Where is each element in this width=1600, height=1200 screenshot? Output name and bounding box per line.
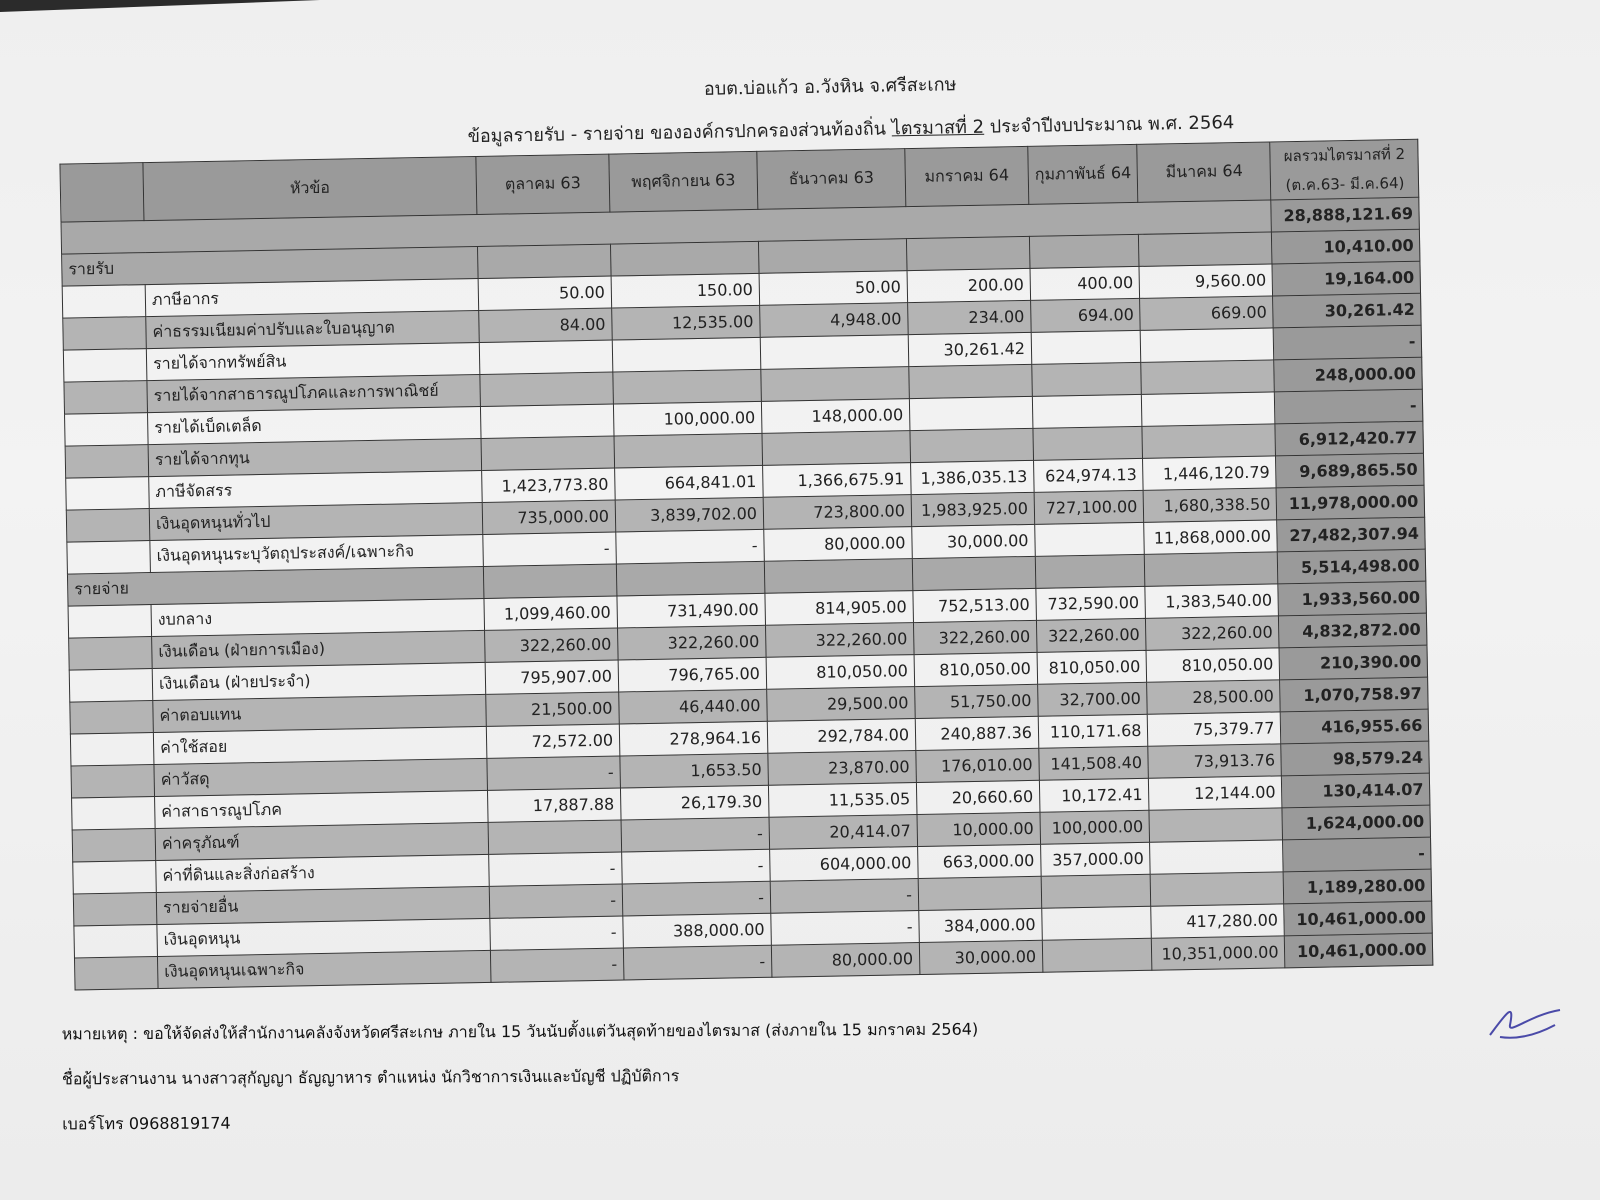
- row-value: -: [490, 916, 624, 950]
- row-value: 624,974.13: [1034, 458, 1144, 492]
- row-value: [1150, 840, 1284, 874]
- row-value: 663,000.00: [918, 844, 1042, 878]
- header-month: กุมภาพันธ์ 64: [1028, 144, 1139, 204]
- row-label: ค่าสาธารณูปโภค: [155, 790, 489, 828]
- row-total: 1,070,758.97: [1280, 677, 1429, 712]
- row-value: 12,535.00: [612, 305, 761, 340]
- row-value: 384,000.00: [919, 908, 1043, 942]
- row-code-cell: [73, 893, 157, 927]
- row-value: 664,841.01: [615, 465, 764, 500]
- row-value: 29,500.00: [767, 687, 916, 722]
- expense-section-label: รายจ่าย: [67, 566, 484, 606]
- row-value: 292,784.00: [767, 719, 916, 754]
- cell-empty: [1035, 554, 1145, 588]
- row-total: 10,461,000.00: [1284, 901, 1433, 936]
- row-value: -: [770, 879, 919, 914]
- header-sum-line2: (ต.ค.63- มี.ค.64): [1285, 173, 1405, 194]
- row-value: 75,379.77: [1148, 712, 1282, 746]
- row-value: 1,446,120.79: [1143, 456, 1277, 490]
- row-total: -: [1275, 389, 1424, 424]
- row-value: [1141, 328, 1275, 362]
- expense-first-total: 5,514,498.00: [1278, 549, 1427, 584]
- row-code-cell: [69, 637, 153, 671]
- row-value: 694.00: [1031, 298, 1141, 332]
- row-label: งบกลาง: [151, 598, 485, 636]
- row-value: 23,870.00: [768, 751, 917, 786]
- row-total: 27,482,307.94: [1277, 517, 1426, 552]
- row-value: [1142, 424, 1276, 458]
- row-value: -: [623, 945, 772, 980]
- header-month: มกราคม 64: [905, 146, 1029, 206]
- row-value: [1042, 906, 1152, 940]
- row-label: รายจ่ายอื่น: [156, 886, 490, 924]
- row-value: -: [487, 756, 621, 790]
- row-value: 1,680,338.50: [1144, 488, 1278, 522]
- row-code-cell: [64, 381, 148, 415]
- row-code-cell: [65, 413, 149, 447]
- row-value: 278,964.16: [619, 721, 768, 756]
- row-value: 752,513.00: [913, 588, 1037, 622]
- row-code-cell: [65, 445, 149, 479]
- row-value: 357,000.00: [1041, 842, 1151, 876]
- row-value: [488, 820, 622, 854]
- row-value: 322,260.00: [1036, 618, 1146, 652]
- header-sum: [1270, 139, 1419, 200]
- row-value: [1149, 808, 1283, 842]
- income-first-total-placeholder: 10,410.00: [1272, 229, 1421, 264]
- row-value: [909, 396, 1033, 430]
- row-value: [910, 428, 1034, 462]
- header-month: ตุลาคม 63: [476, 154, 610, 214]
- row-value: 12,144.00: [1149, 776, 1283, 810]
- row-label: เงินเดือน (ฝ่ายประจำ): [152, 662, 486, 700]
- cell-empty: [1029, 234, 1139, 268]
- row-value: 796,765.00: [618, 657, 767, 692]
- row-label: รายได้เบ็ดเตล็ด: [148, 406, 482, 444]
- row-label: รายได้จากสาธารณูปโภคและการพาณิชย์: [147, 374, 481, 412]
- header-month: พฤศจิกายน 63: [609, 151, 758, 212]
- row-code-cell: [62, 285, 146, 319]
- row-value: 735,000.00: [482, 500, 616, 534]
- row-value: 723,800.00: [763, 495, 912, 530]
- row-code-cell: [74, 956, 158, 990]
- row-value: 1,983,925.00: [911, 492, 1035, 526]
- row-total: 11,978,000.00: [1277, 485, 1426, 520]
- row-value: 1,653.50: [620, 753, 769, 788]
- row-value: 80,000.00: [764, 527, 913, 562]
- remark-text: หมายเหตุ : ขอให้จัดส่งให้สำนักงานคลังจังหวัดศรีสะเกษ ภายใน 15 วันนับตั้งแต่วันสุดท้ายของไตรมาส (ส่งภายใน 15 มกราคม 2564): [61, 1019, 979, 1044]
- row-value: [1032, 394, 1142, 428]
- subtitle-pre: ข้อมูลรายรับ - รายจ่าย ขององค์กรปกครองส่วนท้องถิ่น: [467, 118, 887, 148]
- row-value: [918, 876, 1042, 910]
- cell-empty: [616, 561, 765, 596]
- row-value: [1151, 872, 1285, 906]
- row-value: 50.00: [478, 276, 612, 310]
- row-value: 26,179.30: [620, 785, 769, 820]
- row-value: 50.00: [759, 271, 908, 306]
- row-total: 210,390.00: [1279, 645, 1428, 680]
- row-value: 1,099,460.00: [484, 596, 618, 630]
- row-value: 417,280.00: [1151, 904, 1285, 938]
- notes-section: [62, 1018, 979, 1158]
- row-value: 322,260.00: [485, 628, 619, 662]
- row-value: [614, 433, 763, 468]
- row-label: รายได้จากทรัพย์สิน: [146, 342, 480, 380]
- row-value: 810,050.00: [1146, 648, 1280, 682]
- row-code-cell: [73, 861, 157, 895]
- row-value: [480, 404, 614, 438]
- row-code-cell: [74, 924, 158, 958]
- cell-empty: [758, 239, 907, 274]
- row-value: 234.00: [908, 300, 1032, 334]
- row-total: 4,832,872.00: [1279, 613, 1428, 648]
- row-value: 100,000.00: [1040, 810, 1150, 844]
- row-value: 604,000.00: [770, 847, 919, 882]
- row-code-cell: [63, 317, 147, 351]
- income-grand-total: 28,888,121.69: [1271, 197, 1420, 232]
- row-value: 240,887.36: [915, 716, 1039, 750]
- row-total: 1,624,000.00: [1282, 805, 1431, 840]
- row-value: 80,000.00: [771, 943, 920, 978]
- row-code-cell: [70, 733, 154, 767]
- row-value: 322,260.00: [913, 620, 1037, 654]
- row-label: ภาษีจัดสรร: [149, 470, 483, 508]
- header-month: มีนาคม 64: [1137, 142, 1271, 202]
- row-value: 11,535.05: [768, 783, 917, 818]
- row-value: [761, 367, 910, 402]
- row-value: 30,000.00: [912, 524, 1036, 558]
- row-label: ค่าใช้สอย: [153, 726, 487, 764]
- row-value: 810,050.00: [766, 655, 915, 690]
- row-label: ค่าที่ดินและสิ่งก่อสร้าง: [156, 854, 490, 892]
- row-code-cell: [67, 541, 151, 575]
- row-value: 110,171.68: [1038, 714, 1148, 748]
- cell-empty: [912, 556, 1036, 590]
- row-value: 20,660.60: [916, 780, 1040, 814]
- table-body: [61, 197, 1433, 990]
- row-total: 19,164.00: [1272, 261, 1421, 296]
- row-value: 10,000.00: [917, 812, 1041, 846]
- row-value: [1033, 426, 1143, 460]
- row-value: 1,383,540.00: [1145, 584, 1279, 618]
- row-value: 814,905.00: [765, 591, 914, 626]
- row-value: 810,050.00: [914, 652, 1038, 686]
- row-value: 9,560.00: [1139, 264, 1273, 298]
- row-value: 20,414.07: [769, 815, 918, 850]
- header-topic: หัวข้อ: [143, 157, 477, 221]
- row-code-cell: [72, 797, 156, 831]
- row-value: -: [489, 852, 623, 886]
- row-value: 150.00: [611, 273, 760, 308]
- row-value: 727,100.00: [1034, 490, 1144, 524]
- row-value: [762, 431, 911, 466]
- row-value: 10,172.41: [1039, 778, 1149, 812]
- row-total: 30,261.42: [1273, 293, 1422, 328]
- row-label: ภาษีอากร: [145, 279, 479, 317]
- row-value: 732,590.00: [1036, 586, 1146, 620]
- subtitle-post: ประจำปีงบประมาณ พ.ศ. 2564: [989, 112, 1235, 138]
- row-value: 10,351,000.00: [1152, 936, 1286, 970]
- cell-empty: [764, 559, 913, 594]
- row-code-cell: [72, 829, 156, 863]
- row-value: -: [490, 948, 624, 982]
- row-total: 1,189,280.00: [1284, 869, 1433, 904]
- row-value: 46,440.00: [619, 689, 768, 724]
- row-value: -: [771, 911, 920, 946]
- row-code-cell: [63, 349, 147, 383]
- row-value: 17,887.88: [487, 788, 621, 822]
- phone-text: เบอร์โทร 0968819174: [62, 1113, 231, 1134]
- row-value: 176,010.00: [916, 748, 1040, 782]
- document-body: [40, 59, 1556, 991]
- cell-empty: [483, 564, 617, 598]
- row-total: 9,689,865.50: [1276, 453, 1425, 488]
- row-value: 32,700.00: [1038, 682, 1148, 716]
- row-total: -: [1274, 325, 1423, 360]
- row-value: 11,868,000.00: [1144, 520, 1278, 554]
- row-total: 98,579.24: [1281, 741, 1430, 776]
- row-value: 30,000.00: [919, 940, 1043, 974]
- row-value: [1042, 938, 1152, 972]
- row-code-cell: [66, 509, 150, 543]
- row-value: 51,750.00: [915, 684, 1039, 718]
- subtitle-quarter: ไตรมาสที่ 2: [891, 116, 985, 140]
- cell-empty: [1145, 552, 1279, 586]
- row-label: ค่าธรรมเนียมค่าปรับและใบอนุญาต: [146, 310, 480, 348]
- row-value: -: [622, 881, 771, 916]
- row-value: [1141, 360, 1275, 394]
- row-label: เงินอุดหนุนระบุวัตถุประสงค์/เฉพาะกิจ: [150, 534, 484, 572]
- row-value: [613, 369, 762, 404]
- row-value: [1032, 362, 1142, 396]
- row-value: 4,948.00: [760, 303, 909, 338]
- row-code-cell: [69, 669, 153, 703]
- row-value: 28,500.00: [1147, 680, 1281, 714]
- row-value: 148,000.00: [761, 399, 910, 434]
- row-value: 322,260.00: [1146, 616, 1280, 650]
- row-value: [909, 364, 1033, 398]
- row-value: [1035, 522, 1145, 556]
- row-code-cell: [71, 765, 155, 799]
- row-value: 72,572.00: [486, 724, 620, 758]
- row-value: 810,050.00: [1037, 650, 1147, 684]
- cell-empty: [610, 241, 759, 276]
- row-label: เงินอุดหนุน: [157, 918, 491, 956]
- row-value: 1,423,773.80: [482, 468, 616, 502]
- row-value: [1031, 330, 1141, 364]
- row-value: [480, 372, 614, 406]
- row-total: 1,933,560.00: [1278, 581, 1427, 616]
- row-value: 141,508.40: [1039, 746, 1149, 780]
- row-code-cell: [70, 701, 154, 735]
- row-label: เงินอุดหนุนเฉพาะกิจ: [157, 950, 491, 988]
- row-total: 416,955.66: [1281, 709, 1430, 744]
- row-value: 30,261.42: [908, 332, 1032, 366]
- row-value: 388,000.00: [623, 913, 772, 948]
- row-value: -: [489, 884, 623, 918]
- org-title: อบต.บ่อแก้ว อ.วังหิน จ.ศรีสะเกษ: [703, 74, 957, 100]
- row-total: 248,000.00: [1274, 357, 1423, 392]
- row-value: 731,490.00: [617, 593, 766, 628]
- header-blank: [60, 163, 144, 223]
- row-label: ค่าวัสดุ: [154, 758, 488, 796]
- row-value: -: [616, 529, 765, 564]
- cell-empty: [906, 236, 1030, 270]
- coordinator-text: ชื่อผู้ประสานงาน นางสาวสุกัญญา ธัญญาหาร ตำแหน่ง นักวิชาการเงินและบัญชี ปฏิบัติการ: [61, 1066, 680, 1089]
- row-total: 130,414.07: [1282, 773, 1431, 808]
- row-value: 1,366,675.91: [763, 463, 912, 498]
- row-value: 200.00: [907, 268, 1031, 302]
- row-value: 73,913.76: [1148, 744, 1282, 778]
- row-label: เงินอุดหนุนทั่วไป: [149, 502, 483, 540]
- row-value: [1041, 874, 1151, 908]
- cell-empty: [1139, 232, 1273, 266]
- row-total: 6,912,420.77: [1275, 421, 1424, 456]
- row-label: เงินเดือน (ฝ่ายการเมือง): [152, 630, 486, 668]
- row-value: 84.00: [479, 308, 613, 342]
- row-value: -: [483, 532, 617, 566]
- header-month: ธันวาคม 63: [757, 149, 906, 210]
- row-value: [479, 340, 613, 374]
- row-code-cell: [66, 477, 150, 511]
- row-label: ค่าตอบแทน: [153, 694, 487, 732]
- finance-table: [59, 139, 1433, 991]
- row-value: 322,260.00: [618, 625, 767, 660]
- income-section-label: รายรับ: [62, 247, 479, 287]
- row-total: 10,461,000.00: [1285, 933, 1434, 968]
- row-label: ค่าครุภัณฑ์: [155, 822, 489, 860]
- row-value: [481, 436, 615, 470]
- row-value: 1,386,035.13: [911, 460, 1035, 494]
- row-value: 400.00: [1030, 266, 1140, 300]
- cell-empty: [478, 244, 612, 278]
- row-value: [1142, 392, 1276, 426]
- row-value: 21,500.00: [486, 692, 620, 726]
- row-value: [760, 335, 909, 370]
- header-sum-line1: ผลรวมไตรมาสที่ 2: [1283, 144, 1406, 166]
- row-value: 669.00: [1140, 296, 1274, 330]
- row-value: [612, 337, 761, 372]
- row-value: 322,260.00: [766, 623, 915, 658]
- row-value: 795,907.00: [485, 660, 619, 694]
- row-code-cell: [68, 605, 152, 639]
- row-value: 100,000.00: [613, 401, 762, 436]
- row-total: -: [1283, 837, 1432, 872]
- signature-mark: [1480, 995, 1570, 1045]
- row-value: -: [621, 817, 770, 852]
- row-label: รายได้จากทุน: [148, 438, 482, 476]
- row-value: 3,839,702.00: [615, 497, 764, 532]
- row-value: -: [622, 849, 771, 884]
